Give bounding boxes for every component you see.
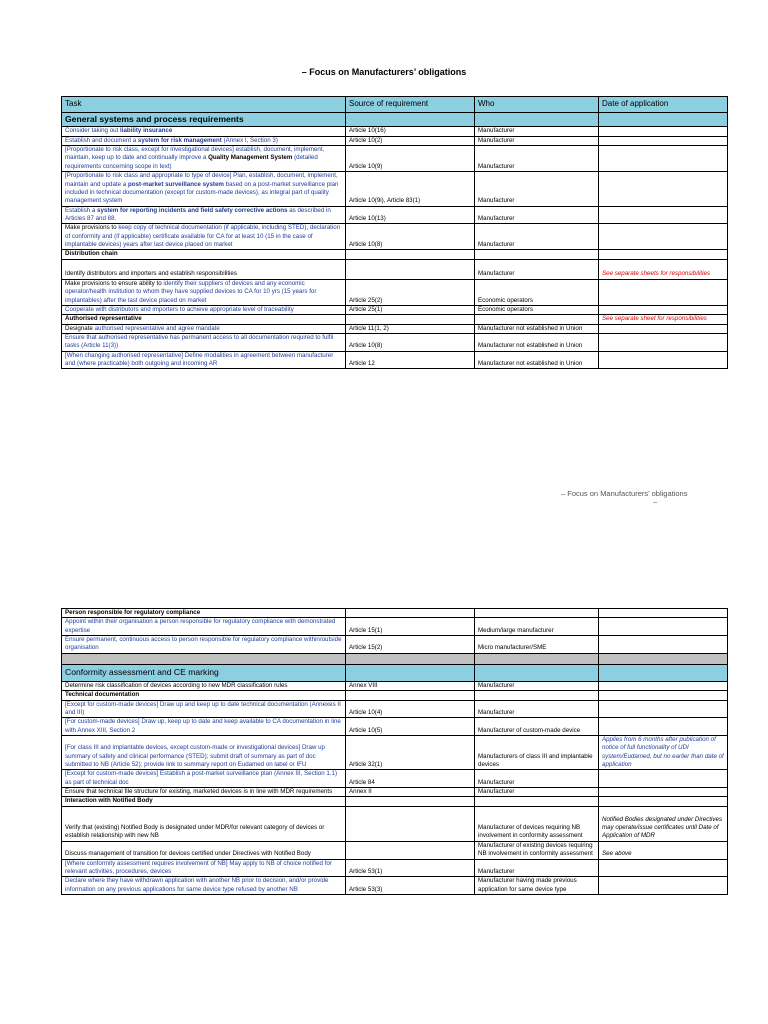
subheading-distribution-chain: Distribution chain [62, 250, 346, 259]
who-cell: Manufacturer of devices requiring NB involvement in conformity assessment [475, 806, 599, 841]
task-cell: [For class III and implantable devices, except custom-made or investigational devices] Draw up summary of safety and clinical performance (STED); submit draft of summary as part of doc submitted to NB (Article 52); provide link to summary report on Eudamed on label or IFU [62, 735, 346, 769]
who-cell: Manufacturer not established in Union [475, 333, 599, 351]
page-footer [561, 489, 687, 506]
date-cell: Notified Bodies designated under Directives may operate/issue certificates until Date of Application of MDR [599, 806, 728, 841]
who-cell: Manufacturer [475, 700, 599, 718]
task-cell: [When changing authorised representative] Define modalities in agreement between manufacturer and (where practicable) both outgoing and incoming AR [62, 351, 346, 369]
task-cell: Verify that (existing) Notified Body is designated under MDR/for relevant category of devices or establish relationship with new NB [62, 806, 346, 841]
who-cell: Manufacturer [475, 224, 599, 250]
obligations-table-part1 [61, 96, 728, 369]
table-row [62, 146, 728, 172]
table-row [62, 681, 728, 690]
who-cell: Manufacturer not established in Union [475, 351, 599, 369]
who-cell: Manufacturer [475, 146, 599, 172]
date-cell [599, 700, 728, 718]
subheading-row [62, 609, 728, 618]
task-cell: Ensure that authorised representative has permanent access to all documentation required to fulfil tasks (Article 11(3)) [62, 333, 346, 351]
who-cell: Manufacturer of custom-made device [475, 718, 599, 736]
date-cell [599, 305, 728, 314]
subheading-notified-body: Interaction with Notified Body [62, 797, 346, 806]
header-task: Task [62, 97, 346, 113]
source-cell: Article 15(2) [346, 636, 475, 654]
source-cell: Article 10(2) [346, 136, 475, 145]
date-cell [599, 618, 728, 636]
date-cell [599, 636, 728, 654]
date-cell [599, 224, 728, 250]
table-row [62, 770, 728, 788]
header-who: Who [475, 97, 599, 113]
task-cell: Appoint within their organisation a person responsible for regulatory compliance with demonstrated expertise [62, 618, 346, 636]
task-cell: Make provisions to ensure ability to identify their suppliers of devices and any economic operator/health institution to whom they have supplied devices to CA for 10 yrs (15 years for implantables) after the last device placed on market [62, 279, 346, 305]
subheading-row [62, 691, 728, 700]
task-cell: Determine risk classification of devices according to new MDR classification rules [62, 681, 346, 690]
source-cell: Article 53(1) [346, 859, 475, 877]
who-cell: Manufacturer [475, 681, 599, 690]
source-cell: Article 25(1) [346, 305, 475, 314]
date-cell [599, 718, 728, 736]
section-conformity-assessment: Conformity assessment and CE marking [62, 664, 346, 681]
source-cell: Article 10(9) [346, 146, 475, 172]
table-row [62, 127, 728, 136]
who-cell: Manufacturers of class III and implantable devices [475, 735, 599, 769]
date-cell [599, 146, 728, 172]
table-row [62, 718, 728, 736]
date-cell: See separate sheet for responsibilities [599, 315, 728, 324]
subheading-row [62, 797, 728, 806]
subheading-authorised-representative: Authorised representative [62, 315, 346, 324]
table-row [62, 618, 728, 636]
footer-text: – Focus on Manufacturers’ obligations [561, 489, 688, 498]
date-cell [599, 877, 728, 895]
header-date: Date of application [599, 97, 728, 113]
spacer-row [62, 653, 728, 664]
table-row [62, 324, 728, 333]
source-cell: Annex II [346, 788, 475, 797]
task-cell: [Proportionate to risk class and appropriate to type of device] Plan, establish, document, implement, maintain and update a post-market surveillance system based on a post-market surveillance plan included in technical documentation (except for custom-made devices), as integral part of quality management system [62, 172, 346, 206]
date-cell: See above [599, 841, 728, 859]
table-row [62, 136, 728, 145]
table-header-row [62, 97, 728, 113]
source-cell [346, 806, 475, 841]
date-cell [599, 681, 728, 690]
obligations-table-part2 [61, 608, 728, 895]
date-cell [599, 172, 728, 206]
task-cell: Ensure that technical file structure for existing, marketed devices is in line with MDR requirements [62, 788, 346, 797]
task-cell: Declare where they have withdrawn application with another NB prior to decision, and/or provide information on any previous applications for same device type refused by another NB [62, 877, 346, 895]
source-cell: Article 15(1) [346, 618, 475, 636]
table-row [62, 224, 728, 250]
source-cell: Article 10(5) [346, 718, 475, 736]
source-cell: Article 11(1, 2) [346, 324, 475, 333]
subheading-row [62, 315, 728, 324]
task-cell: Establish a system for reporting incidents and field safety corrective actions as described in Articles 87 and 88. [62, 206, 346, 224]
source-cell: Annex VIII [346, 681, 475, 690]
source-cell: Article 32(1) [346, 735, 475, 769]
date-cell [599, 333, 728, 351]
who-cell: Manufacturer [475, 127, 599, 136]
task-cell: [Proportionate to risk class, except for investigational devices] establish, document, implement, maintain, keep up to date and continually improve a Quality Management System (detailed requirements concerning scope in text) [62, 146, 346, 172]
table-row [62, 279, 728, 305]
date-cell: See separate sheets for responsibilities [599, 259, 728, 279]
section-row [62, 112, 728, 127]
table-row [62, 259, 728, 279]
who-cell: Micro manufacturer/SME [475, 636, 599, 654]
table-row [62, 788, 728, 797]
table-row [62, 206, 728, 224]
table-row [62, 859, 728, 877]
table-row [62, 806, 728, 841]
date-cell: Applies from 6 months after publication of notice of full functionality of UDI system/Eudamed, but no earlier than date of application [599, 735, 728, 769]
date-cell [599, 279, 728, 305]
task-cell: [Except for custom-made devices] Establish a post-market surveillance plan (Annex III, Section 1.1) as part of technical doc [62, 770, 346, 788]
date-cell [599, 770, 728, 788]
who-cell: Manufacturer [475, 859, 599, 877]
who-cell: Manufacturer [475, 172, 599, 206]
task-cell: Make provisions to keep copy of technical documentation (if applicable, including STED), declaration of conformity and (if applicable) certificate available for CA for at least 10 (15 in the case of implantable devices) years after last device placed on market [62, 224, 346, 250]
task-cell: Designate authorised representative and agree mandate [62, 324, 346, 333]
task-cell: [Except for custom-made devices] Draw up and keep up to date technical documentation (Annexes II and III) [62, 700, 346, 718]
who-cell: Manufacturer not established in Union [475, 324, 599, 333]
who-cell: Manufacturer [475, 788, 599, 797]
table-row [62, 841, 728, 859]
task-cell: Consider taking out liability insurance [62, 127, 346, 136]
source-cell: Article 53(3) [346, 877, 475, 895]
who-cell: Economic operators [475, 305, 599, 314]
source-cell: Article 10(8) [346, 333, 475, 351]
header-source: Source of requirement [346, 97, 475, 113]
table-row [62, 305, 728, 314]
source-cell: Article 12 [346, 351, 475, 369]
table-row [62, 877, 728, 895]
source-cell: Article 10(16) [346, 127, 475, 136]
who-cell: Manufacturer having made previous application for same device type [475, 877, 599, 895]
table-row [62, 351, 728, 369]
task-cell: Discuss management of transition for devices certified under Directives with Notified Body [62, 841, 346, 859]
who-cell: Economic operators [475, 279, 599, 305]
source-cell [346, 841, 475, 859]
date-cell [599, 127, 728, 136]
who-cell: Manufacturer [475, 770, 599, 788]
source-cell: Article 10(13) [346, 206, 475, 224]
footer-dash: – [653, 497, 658, 506]
who-cell: Manufacturer [475, 259, 599, 279]
date-cell [599, 324, 728, 333]
source-cell: Article 10(8) [346, 224, 475, 250]
who-cell: Manufacturer [475, 206, 599, 224]
section-general-systems: General systems and process requirements [62, 112, 346, 127]
task-cell: [For custom-made devices] Draw up, keep up to date and keep available to CA documentation in line with Annex XIII, Section 2 [62, 718, 346, 736]
date-cell [599, 206, 728, 224]
task-cell: Establish and document a system for risk management (Annex I, Section 3) [62, 136, 346, 145]
table-row [62, 333, 728, 351]
task-cell: [Where conformity assessment requires involvement of NB] May apply to NB of choice notified for relevant activities, procedures, devices [62, 859, 346, 877]
subheading-prrc: Person responsible for regulatory compliance [62, 609, 346, 618]
date-cell [599, 788, 728, 797]
subheading-row [62, 250, 728, 259]
section-row [62, 664, 728, 681]
source-cell: Article 10(9i), Article 83(1) [346, 172, 475, 206]
who-cell: Manufacturer [475, 136, 599, 145]
table-row [62, 735, 728, 769]
task-cell: Ensure permanent, continuous access to person responsible for regulatory compliance within/outside organisation [62, 636, 346, 654]
date-cell [599, 859, 728, 877]
date-cell [599, 351, 728, 369]
date-cell [599, 136, 728, 145]
source-cell: Article 10(4) [346, 700, 475, 718]
task-cell: Identify distributors and importers and establish responsibilities [62, 259, 346, 279]
source-cell: Article 84 [346, 770, 475, 788]
who-cell: Medium/large manufacturer [475, 618, 599, 636]
table-row [62, 636, 728, 654]
who-cell: Manufacturer of existing devices requiring NB involvement in conformity assessment [475, 841, 599, 859]
table-row [62, 172, 728, 206]
subheading-technical-documentation: Technical documentation [62, 691, 346, 700]
task-cell: Cooperate with distributors and importers to achieve appropriate level of traceability [62, 305, 346, 314]
source-cell: Article 25(2) [346, 279, 475, 305]
page-title: – Focus on Manufacturers’ obligations [301, 67, 467, 77]
source-cell [346, 259, 475, 279]
table-row [62, 700, 728, 718]
